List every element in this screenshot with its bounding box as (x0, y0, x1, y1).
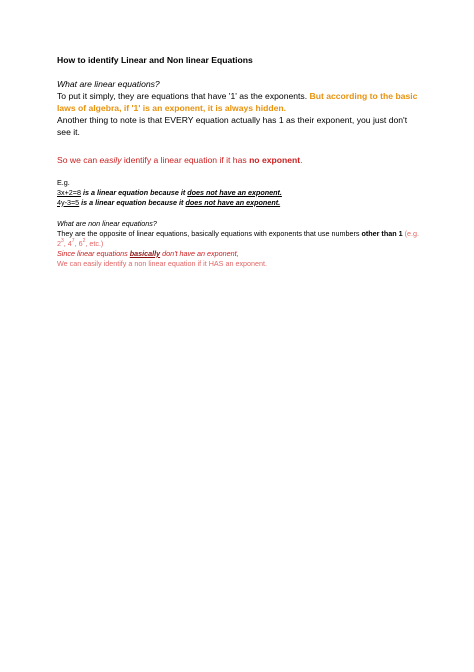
rule-bold: no exponent (249, 155, 301, 165)
eg-base-3: 6 (78, 238, 83, 248)
eg-exp-2: 7 (71, 237, 75, 244)
example-equation-1: 3x+2=8 (57, 187, 81, 197)
exponent-note: Another thing to note is that EVERY equation actually has 1 as their exponent, you just don't see it. (57, 115, 408, 137)
example-text-1: is a linear equation because it (80, 187, 188, 197)
linear-definition (57, 90, 422, 114)
nonlinear-definition-text: They are the opposite of linear equations, basically equations with exponents that use numbers (57, 229, 362, 239)
example-line-2 (57, 198, 422, 208)
reason-pre: Since linear equations (57, 248, 130, 258)
example-label: E.g. (57, 178, 70, 187)
reason-emphasis: basically (129, 248, 161, 258)
nonlinear-definition (57, 229, 422, 249)
document-title: How to identify Linear and Non linear Equations (57, 55, 253, 65)
document-body (57, 54, 422, 268)
nonlinear-reason (57, 249, 422, 259)
exponent-examples: (e.g. $2^3$, $4^7$, $6^2$, etc.) (57, 229, 419, 248)
rule-mid: identify a linear equation if it has (121, 155, 250, 165)
eg-exp-3: 2 (82, 237, 86, 244)
rule-emphasis: easily (99, 155, 122, 165)
algebra-rule-highlight: But according to the basic laws of algebra, if '1' is an exponent, it is always hidden. (57, 91, 418, 113)
eg-suffix: etc.) (89, 238, 104, 248)
eg-base-2: 4 (67, 238, 72, 248)
rule-pre: So we can (57, 155, 100, 165)
example-reason-1: does not have an exponent. (187, 187, 282, 197)
nonlinear-question: What are non linear equations? (57, 219, 157, 229)
eg-exp-1: 3 (61, 237, 64, 244)
linear-definition-text: To put it simply, they are equations that have '1' as the exponents. (57, 91, 310, 101)
example-equation-2: 4y-3=5 (57, 197, 80, 207)
eg-prefix: (e.g. (402, 229, 419, 239)
rule-end: . (300, 155, 303, 165)
example-text-2: is a linear equation because it (79, 197, 186, 207)
linear-identify-rule (57, 154, 422, 166)
reason-post: don't have an exponent, (160, 248, 239, 258)
eg-base-1: 2 (57, 238, 61, 248)
other-than-one: other than 1 (361, 229, 403, 239)
nonlinear-identify-rule: We can easily identify a non linear equation if it HAS an exponent. (57, 258, 268, 268)
example-reason-2: does not have an exponent. (185, 197, 281, 207)
linear-question: What are linear equations? (57, 79, 160, 89)
example-line-1 (57, 188, 422, 198)
